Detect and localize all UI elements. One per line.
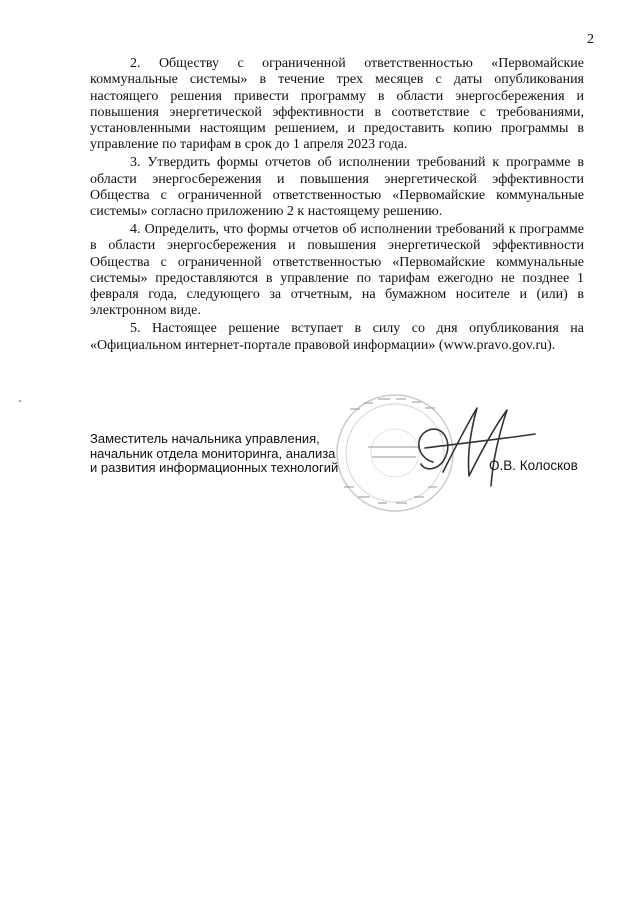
signatory-position: [90, 432, 430, 476]
signatory-position-line: и развития информационных технологий: [90, 460, 339, 475]
signatory-name: О.В. Колосков: [489, 458, 578, 473]
signatory-position-line: Заместитель начальника управления,: [90, 431, 320, 446]
page-number: 2: [587, 32, 594, 47]
signatory-position-line: начальник отдела мониторинга, анализа: [90, 445, 336, 461]
paragraph-3: 3. Утвердить формы отчетов об исполнении требований к программе в области энергосбережения и повышения энергетической эффективности Общества с ограниченной ответственностью «Первомайские коммунальные системы» согласно приложению 2 к настоящему решению.: [90, 155, 584, 220]
paragraph-4: 4. Определить, что формы отчетов об исполнении требований к программе в области энергосбережения и повышения энергетической эффективности Общества с ограниченной ответственностью «Первомайские коммунальные системы» предоставляются в управление по тарифам ежегодно не позднее 1 февраля года, следующего за отчетным, на бумажном носителе и (или) в электронном виде.: [90, 221, 584, 319]
scan-artifact-dot: [19, 400, 21, 402]
document-body: [90, 56, 584, 355]
paragraph-2: 2. Обществу с ограниченной ответственностью «Первомайские коммунальные системы» в течение трех месяцев с даты опубликования настоящего решения привести программу в области энергосбережения и повышения энергетической эффективности в соответствие с требованиями, установленными настоящим решением, и предоставить копию программы в управление по тарифам в срок до 1 апреля 2023 года.: [90, 56, 584, 153]
paragraph-5: 5. Настоящее решение вступает в силу со дня опубликования на «Официальном интернет-портале правовой информации» (www.pravo.gov.ru).: [90, 321, 584, 353]
